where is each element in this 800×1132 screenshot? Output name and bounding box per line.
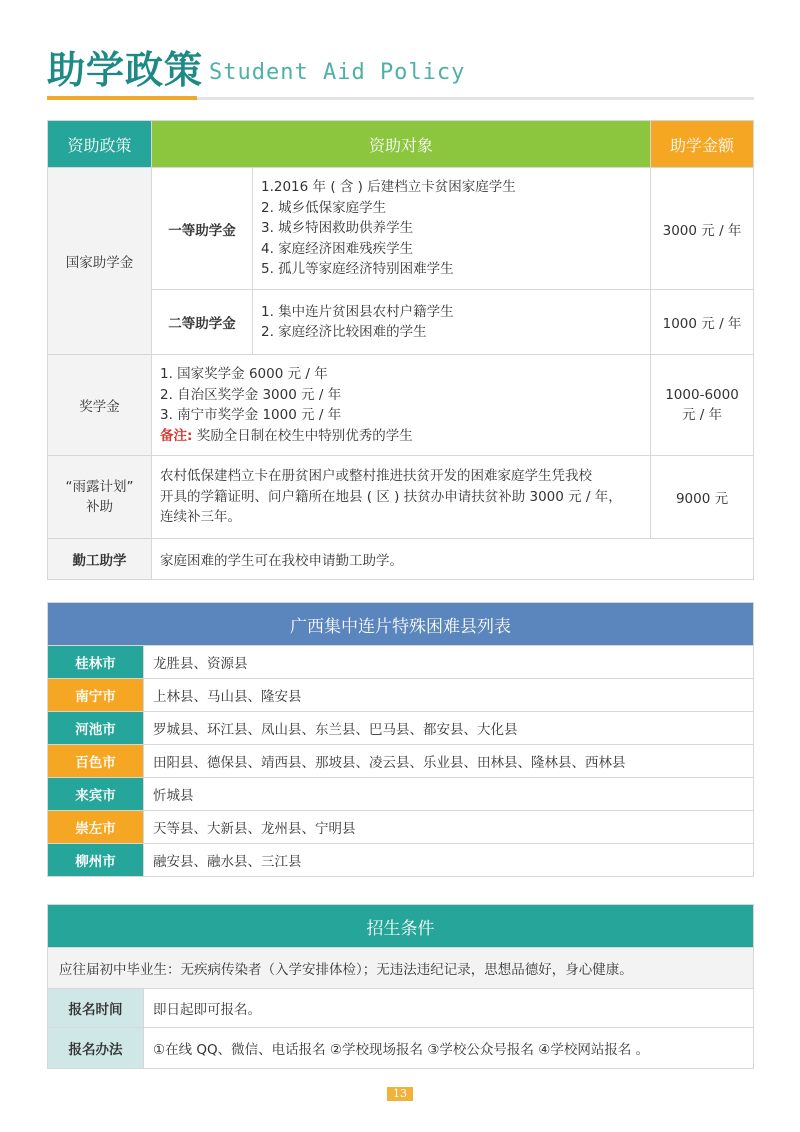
county-row: [48, 778, 754, 811]
county-row: [48, 646, 754, 679]
header-amount: 助学金额: [651, 121, 754, 168]
county-table-title: 广西集中连片特殊困难县列表: [48, 603, 754, 646]
header-target: 资助对象: [152, 121, 651, 168]
county-list: 融安县、融水县、三江县: [144, 844, 754, 877]
enrollment-table-title: 招生条件: [48, 905, 754, 948]
header-policy: 资助政策: [48, 121, 152, 168]
city-label: 百色市: [48, 745, 144, 778]
yulu-text-line: 农村低保建档立卡在册贫困户或整村推进扶贫开发的困难家庭学生凭我校: [160, 468, 592, 485]
county-row: [48, 844, 754, 877]
scholarship-item: 3. 南宁市奖学金 1000 元 / 年: [160, 407, 342, 423]
county-list-table: [47, 602, 754, 877]
registration-method-value: ①在线 QQ、微信、电话报名 ②学校现场报名 ③学校公众号报名 ④学校网站报名 。: [144, 1028, 754, 1069]
yulu-row: [48, 456, 754, 539]
county-list: 田阳县、德保县、靖西县、那坡县、凌云县、乐业县、田林县、隆林县、西林县: [144, 745, 754, 778]
county-list: 龙胜县、资源县: [144, 646, 754, 679]
national-grant-label: 国家助学金: [48, 168, 152, 355]
work-study-row: [48, 539, 754, 580]
county-row: [48, 745, 754, 778]
second-grade-amount: 1000 元 / 年: [651, 290, 754, 355]
national-grant-second-row: [48, 290, 754, 355]
city-label: 崇左市: [48, 811, 144, 844]
scholarship-amount-unit: 元 / 年: [681, 407, 723, 423]
first-grade-grant-label: 一等助学金: [152, 168, 253, 290]
city-label: 来宾市: [48, 778, 144, 811]
header-accent-bar: [47, 96, 197, 100]
yulu-text-line: 连续补三年。: [160, 509, 241, 526]
second-grade-targets: [253, 290, 651, 355]
scholarship-row: [48, 355, 754, 456]
page-number: 13: [387, 1087, 413, 1101]
county-list: 上林县、马山县、隆安县: [144, 679, 754, 712]
county-list: 罗城县、环江县、凤山县、东兰县、巴马县、都安县、大化县: [144, 712, 754, 745]
county-row: [48, 811, 754, 844]
yulu-text-line: 开具的学籍证明、问户籍所在地县 ( 区 ) 扶贫办申请扶贫补助 3000 元 / 年，: [160, 488, 622, 505]
first-grade-amount: 3000 元 / 年: [651, 168, 754, 290]
work-study-text: 家庭困难的学生可在我校申请勤工助学。: [152, 539, 754, 580]
city-label: 河池市: [48, 712, 144, 745]
target-line: 5. 孤儿等家庭经济特别困难学生: [261, 261, 454, 278]
target-line: 2. 家庭经济比较困难的学生: [261, 324, 427, 340]
county-list: 忻城县: [144, 778, 754, 811]
scholarship-item: 2. 自治区奖学金 3000 元 / 年: [160, 386, 342, 403]
yulu-label-line2: 补助: [86, 499, 113, 515]
page-subtitle: Student Aid Policy: [209, 60, 466, 85]
national-grant-first-row: [48, 168, 754, 290]
note-text: 奖励全日制在校生中特别优秀的学生: [192, 427, 413, 444]
scholarship-amount-range: 1000-6000: [665, 387, 739, 403]
city-label: 柳州市: [48, 844, 144, 877]
target-line: 2. 城乡低保家庭学生: [261, 199, 387, 216]
scholarship-amount: [651, 355, 754, 456]
page-title: 助学政策: [47, 48, 204, 92]
registration-method-label: 报名办法: [48, 1028, 144, 1069]
scholarship-item: 1. 国家奖学金 6000 元 / 年: [160, 366, 328, 382]
work-study-label: 勤工助学: [48, 539, 152, 580]
yulu-label: [48, 456, 152, 539]
scholarship-items: [152, 355, 651, 456]
target-line: 1.2016 年 ( 含 ) 后建档立卡贫困家庭学生: [261, 179, 516, 196]
note-label: 备注:: [160, 427, 193, 444]
county-list: 天等县、大新县、龙州县、宁明县: [144, 811, 754, 844]
target-line: 3. 城乡特困救助供养学生: [261, 220, 414, 237]
scholarship-note: [160, 426, 642, 447]
yulu-description: [152, 456, 651, 539]
city-label: 桂林市: [48, 646, 144, 679]
registration-time-label: 报名时间: [48, 989, 144, 1028]
yulu-amount: 9000 元: [651, 456, 754, 539]
second-grade-grant-label: 二等助学金: [152, 290, 253, 355]
registration-time-value: 即日起即可报名。: [144, 989, 754, 1028]
county-row: [48, 712, 754, 745]
first-grade-targets: [253, 168, 651, 290]
enrollment-conditions: 应往届初中毕业生：无疾病传染者（入学安排体检）；无违法违纪记录，思想品德好，身心健康。: [48, 948, 754, 989]
target-line: 1. 集中连片贫困县农村户籍学生: [261, 303, 454, 320]
aid-policy-table: [47, 120, 754, 580]
city-label: 南宁市: [48, 679, 144, 712]
target-line: 4. 家庭经济困难残疾学生: [261, 240, 414, 257]
scholarship-label: 奖学金: [48, 355, 152, 456]
policy-table-header: [48, 121, 754, 168]
enrollment-table: [47, 904, 754, 1069]
yulu-label-line1: “雨露计划”: [65, 479, 134, 495]
county-row: [48, 679, 754, 712]
page-header: [47, 46, 754, 102]
